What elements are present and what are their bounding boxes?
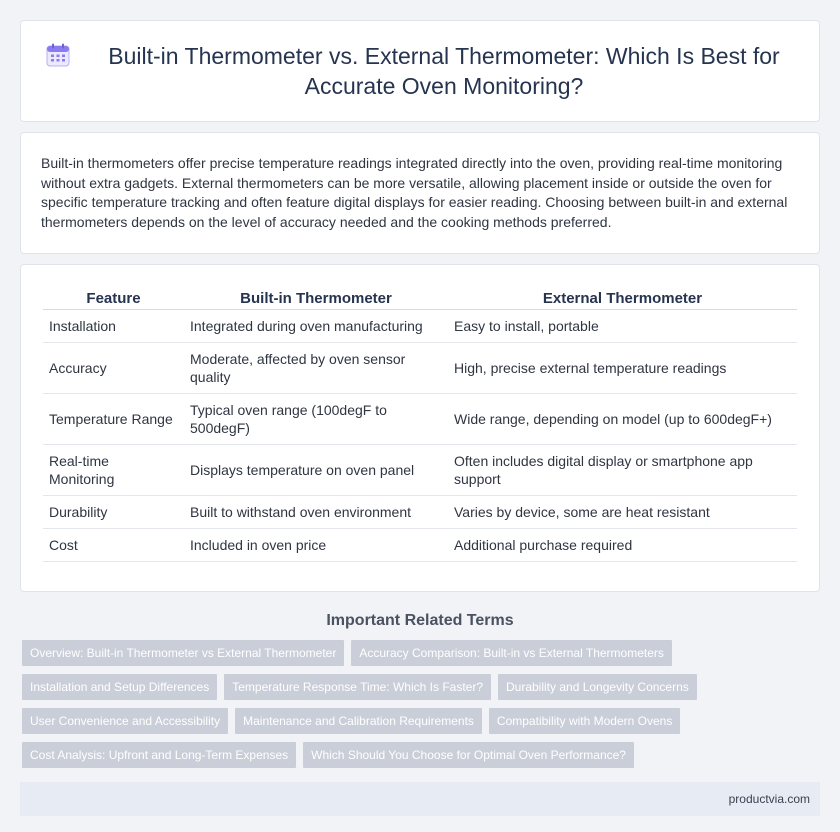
row-feature: Accuracy: [43, 343, 184, 394]
row-external: Often includes digital display or smartphone app support: [448, 445, 797, 496]
row-built-in: Included in oven price: [184, 529, 448, 562]
row-built-in: Typical oven range (100degF to 500degF): [184, 394, 448, 445]
table-row: [43, 496, 797, 529]
row-built-in: Moderate, affected by oven sensor quality: [184, 343, 448, 394]
header-feature: Feature: [43, 285, 184, 310]
table-row: [43, 310, 797, 343]
related-term-link[interactable]: Which Should You Choose for Optimal Oven Performance?: [303, 742, 634, 768]
table-row: [43, 529, 797, 562]
table-row: [43, 394, 797, 445]
footer-site: productvia.com: [728, 792, 810, 806]
related-terms-title: Important Related Terms: [326, 612, 514, 629]
intro-paragraph: Built-in thermometers offer precise temperature readings integrated directly into the oven, providing real-time monitoring without extra gadgets. External thermometers can be more versatile, allowing placement inside or outside the oven for specific temperature tracking and often feature digital displays for easier reading. Choosing between built-in and external thermometers depends on the level of accuracy needed and the cooking methods preferred.: [41, 155, 788, 230]
header-built-in: Built-in Thermometer: [184, 285, 448, 310]
row-external: Easy to install, portable: [448, 310, 797, 343]
row-external: Varies by device, some are heat resistant: [448, 496, 797, 529]
related-term-link[interactable]: User Convenience and Accessibility: [22, 708, 228, 734]
related-term-link[interactable]: Accuracy Comparison: Built-in vs External Thermometers: [351, 640, 672, 666]
row-feature: Installation: [43, 310, 184, 343]
title-card: [20, 20, 820, 122]
row-feature: Durability: [43, 496, 184, 529]
table-row: [43, 445, 797, 496]
related-terms-list: [20, 640, 820, 776]
row-external: Wide range, depending on model (up to 600degF+): [448, 394, 797, 445]
calendar-icon: [45, 56, 93, 87]
table-row: [43, 343, 797, 394]
page-title: Built-in Thermometer vs. External Thermometer: Which Is Best for Accurate Oven Monitoring?: [108, 43, 780, 99]
row-built-in: Integrated during oven manufacturing: [184, 310, 448, 343]
row-external: Additional purchase required: [448, 529, 797, 562]
footer: [20, 782, 820, 816]
related-term-link[interactable]: Compatibility with Modern Ovens: [489, 708, 680, 734]
row-feature: Cost: [43, 529, 184, 562]
row-built-in: Displays temperature on oven panel: [184, 445, 448, 496]
related-term-link[interactable]: Overview: Built-in Thermometer vs External Thermometer: [22, 640, 344, 666]
row-external: High, precise external temperature readings: [448, 343, 797, 394]
intro-card: [20, 132, 820, 254]
related-term-link[interactable]: Temperature Response Time: Which Is Faster?: [224, 674, 491, 700]
row-built-in: Built to withstand oven environment: [184, 496, 448, 529]
row-feature: Temperature Range: [43, 394, 184, 445]
comparison-table: [43, 285, 797, 562]
related-term-link[interactable]: Maintenance and Calibration Requirements: [235, 708, 482, 734]
related-term-link[interactable]: Installation and Setup Differences: [22, 674, 217, 700]
table-header-row: [43, 285, 797, 310]
header-external: External Thermometer: [448, 285, 797, 310]
related-term-link[interactable]: Durability and Longevity Concerns: [498, 674, 697, 700]
row-feature: Real-time Monitoring: [43, 445, 184, 496]
comparison-table-card: [20, 264, 820, 592]
related-term-link[interactable]: Cost Analysis: Upfront and Long-Term Expenses: [22, 742, 296, 768]
